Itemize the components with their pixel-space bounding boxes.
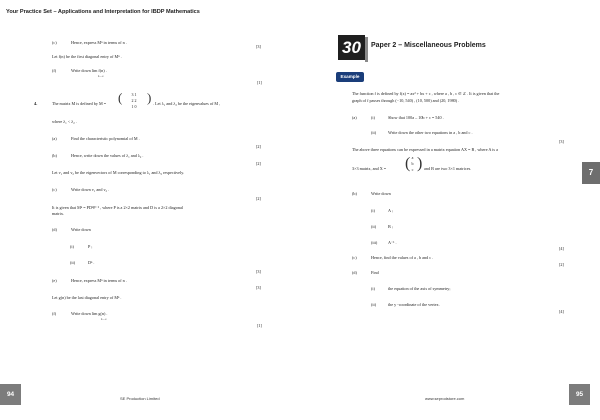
question-text: Let f(n) be the first diagonal entry of Mⁿ .: [52, 54, 122, 59]
question-text: Hence, express Mⁿ in terms of n .: [71, 278, 127, 283]
question-text: Write down lim g(n) .: [71, 311, 108, 316]
subpart-label: (i): [371, 115, 375, 120]
vector-bracket-left: (: [405, 155, 411, 172]
subpart-label: (ii): [70, 260, 76, 265]
question-text: It is given that Mⁿ = PDⁿP⁻¹ , where P is a 2×2 matrix and D is a 2×2 diagonal: [52, 205, 183, 210]
limit-subscript: n→∞: [98, 75, 104, 78]
matrix-row: 3 1: [131, 92, 137, 97]
question-text: Dⁿ .: [88, 260, 95, 265]
question-text: Write down: [371, 191, 391, 196]
part-label: (f): [52, 311, 57, 316]
page-number-badge: 95: [569, 384, 590, 405]
question-text: Show that 100a – 10b + c = 540 .: [388, 115, 444, 120]
question-text: B ;: [388, 224, 394, 229]
marks: [2]: [256, 161, 261, 166]
question-text: Find the characteristic polynomial of M .: [71, 136, 140, 141]
question-text: 3×3 matrix, and X =: [352, 166, 387, 171]
footer-text: www.seprodstore.com: [425, 396, 465, 401]
limit-subscript: n→∞: [101, 318, 107, 321]
question-text: Find: [371, 270, 379, 275]
vector-entry: c: [411, 167, 414, 172]
part-label: (d): [352, 270, 357, 275]
part-label: (d): [52, 227, 57, 232]
marks: [1]: [257, 323, 262, 328]
marks: [3]: [256, 269, 261, 274]
question-text: Hence, write down the values of λ₁ and λ₂ .: [71, 153, 144, 158]
matrix-row: 1 0: [131, 104, 137, 109]
subpart-label: (i): [371, 208, 375, 213]
question-text: Hence, find the values of a , b and c .: [371, 255, 434, 260]
vector-entry: b: [411, 161, 414, 166]
marks: [4]: [559, 309, 564, 314]
part-label: (e): [52, 278, 57, 283]
question-text: Hence, express Mⁿ in terms of n .: [71, 40, 127, 45]
subpart-label: (ii): [371, 302, 377, 307]
subpart-label: (i): [70, 244, 74, 249]
part-label: (c): [52, 40, 57, 45]
marks: [1]: [257, 80, 262, 85]
question-text: graph of f passes through (−10, 540) , (10, 500) and (20, 1980) .: [352, 98, 460, 103]
question-text: A ;: [388, 208, 394, 213]
question-text: P ;: [88, 244, 93, 249]
part-label: (a): [52, 136, 57, 141]
chapter-number-badge: 30: [338, 35, 365, 60]
marks: [3]: [256, 285, 261, 290]
part-label: (f): [52, 68, 57, 73]
subpart-label: (i): [371, 286, 375, 291]
example-badge: Example: [336, 72, 364, 82]
question-text: Write down the other two equations in a , b and c .: [388, 130, 473, 135]
vector-bracket-right: ): [417, 155, 423, 172]
question-text: Write down lim f(n) .: [71, 68, 107, 73]
question-text: Write down: [71, 227, 91, 232]
question-text: A⁻¹ .: [388, 240, 397, 245]
vector-entry: a: [411, 155, 414, 160]
subpart-label: (ii): [371, 224, 377, 229]
part-label: (b): [352, 191, 357, 196]
question-text: the y -coordinate of the vertex.: [388, 302, 440, 307]
chapter-side-tab: 7: [582, 162, 600, 184]
matrix-row: 2 2: [131, 98, 137, 103]
marks: [4]: [559, 246, 564, 251]
part-label: (c): [52, 187, 57, 192]
question-text: where λ₁ < λ₂ .: [52, 119, 77, 124]
question-text: Let v₁ and v₂ be the eigenvectors of M corresponding to λ₁ and λ₂ respectively.: [52, 170, 185, 175]
book-header: Your Practice Set – Applications and Interpretation for IBDP Mathematics: [6, 9, 200, 15]
question-text: The matrix M is defined by M =: [52, 101, 107, 106]
marks: [2]: [256, 144, 261, 149]
part-label: (b): [52, 153, 57, 158]
question-number: 4.: [34, 101, 38, 106]
question-text: Let g(n) be the last diagonal entry of Mⁿ .: [52, 295, 122, 300]
part-label: (a): [352, 115, 357, 120]
question-text: . Let λ₁ and λ₂ be the eigenvalues of M ,: [153, 101, 221, 106]
marks: [3]: [559, 139, 564, 144]
subpart-label: (ii): [371, 130, 377, 135]
marks: [3]: [256, 44, 261, 49]
matrix-bracket-right: ): [147, 90, 152, 105]
question-text: the equation of the axis of symmetry;: [388, 286, 451, 291]
question-text: Write down v₁ and v₂ .: [71, 187, 110, 192]
question-text: The function f is defined by f(x) = ax² + bx + c , where a , b , c ∈ ℤ . It is given that the: [352, 91, 500, 96]
question-text: The above three equations can be expressed in a matrix equation AX = B , where A is a: [352, 147, 498, 152]
part-label: (c): [352, 255, 357, 260]
question-text: matrix.: [52, 211, 64, 216]
footer-text: SE Production Limited: [120, 396, 160, 401]
chapter-title: Paper 2 – Miscellaneous Problems: [371, 42, 486, 49]
subpart-label: (iii): [371, 240, 378, 245]
marks: [2]: [256, 196, 261, 201]
marks: [2]: [559, 262, 564, 267]
matrix-bracket-left: (: [118, 90, 123, 105]
question-text: and B are two 3×1 matrices.: [424, 166, 472, 171]
page-number-badge: 94: [0, 384, 21, 405]
